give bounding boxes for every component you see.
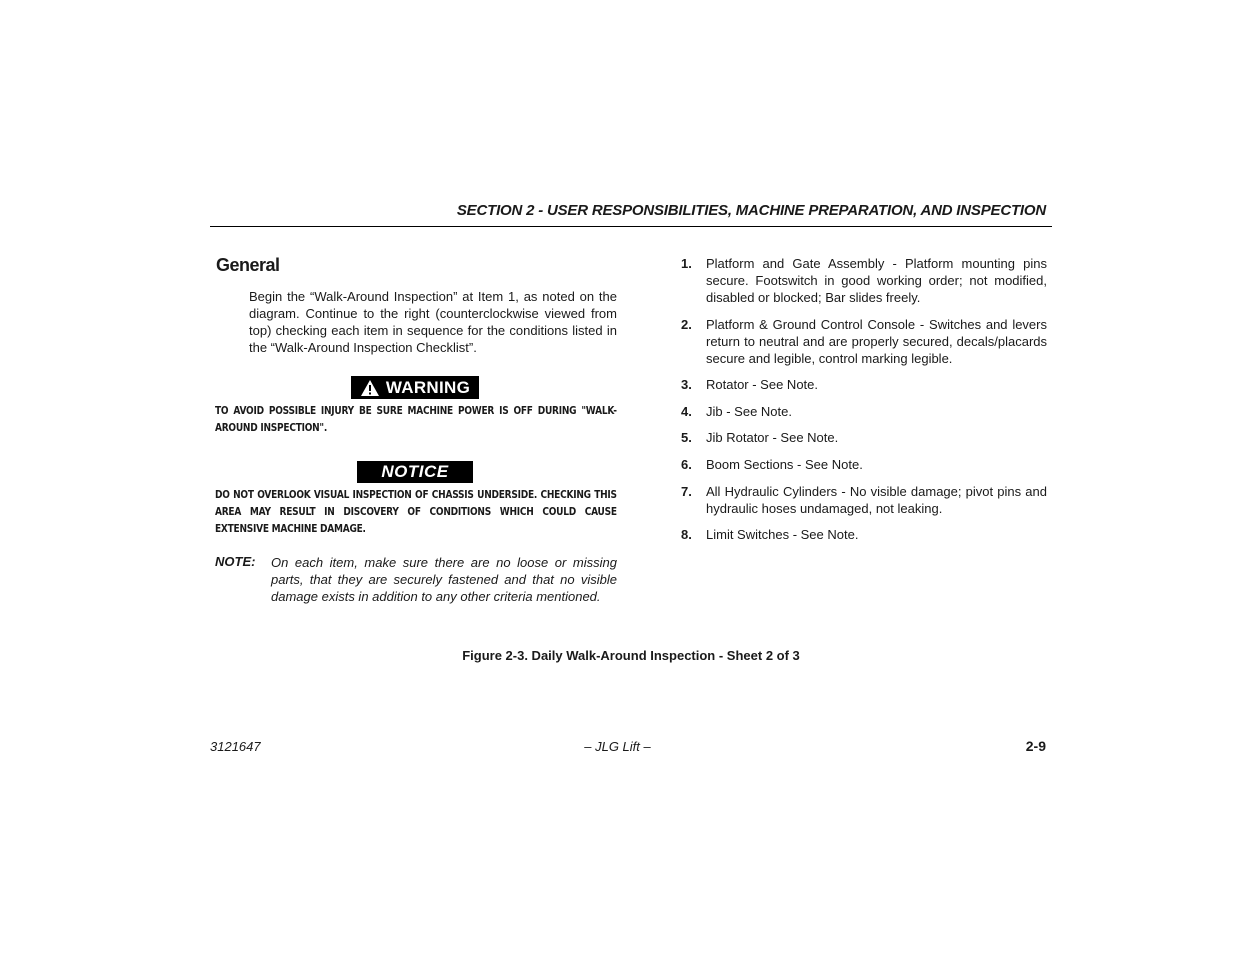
item-number: 3. [681,377,692,393]
item-number: 1. [681,256,692,271]
item-text: Platform & Ground Control Console - Switches and levers return to neutral and are properly secured, decals/placards secure and legible, control marking legible. [706,316,1047,366]
list-item [681,255,1047,306]
footer-doc-number: 3121647 [210,739,261,754]
header-divider [210,226,1052,227]
item-text: All Hydraulic Cylinders - No visible damage; pivot pins and hydraulic hoses undamaged, not leaking. [706,483,1047,516]
item-number: 8. [681,527,692,543]
inspection-checklist [681,255,1047,553]
intro-paragraph: Begin the “Walk-Around Inspection” at Item 1, as noted on the diagram. Continue to the right (counterclockwise viewed from top) checking each item in sequence for the conditions listed in the “Walk-Around Inspection Checklist”. [249,289,617,355]
item-number: 4. [681,403,692,419]
section-header: SECTION 2 - USER RESPONSIBILITIES, MACHINE PREPARATION, AND INSPECTION [456,202,1046,219]
item-text: Rotator - See Note. [706,377,818,393]
item-text: Boom Sections - See Note. [706,456,863,472]
item-text: Limit Switches - See Note. [706,527,859,543]
list-item [681,316,1047,367]
footer-center: – JLG Lift – [584,739,651,754]
warning-banner [351,376,479,399]
list-item [681,483,1047,517]
list-item [681,376,1047,393]
list-item [681,526,1047,543]
notice-banner [357,461,473,483]
item-number: 5. [681,430,692,446]
warning-triangle-icon [360,379,380,397]
item-number: 2. [681,316,692,332]
warning-text: TO AVOID POSSIBLE INJURY BE SURE MACHINE POWER IS OFF DURING "WALK-AROUND INSPECTION". [215,404,617,434]
figure-caption: Figure 2-3. Daily Walk-Around Inspection - Sheet 2 of 3 [462,648,800,663]
section-heading: General [216,255,280,275]
item-text: Platform and Gate Assembly - Platform mounting pins secure. Footswitch in good working order; not modified, disabled or blocked; Bar slides freely. [706,256,1047,305]
item-text: Jib - See Note. [706,403,792,419]
note-text: On each item, make sure there are no loose or missing parts, that they are securely fastened and that no visible damage exists in addition to any other criteria mentioned. [271,555,617,604]
list-item [681,456,1047,473]
list-item [681,403,1047,420]
item-number: 6. [681,456,692,472]
notice-text: DO NOT OVERLOOK VISUAL INSPECTION OF CHASSIS UNDERSIDE. CHECKING THIS AREA MAY RESULT IN DISCOVERY OF CONDITIONS WHICH COULD CAUSE EXTENSIVE MACHINE DAMAGE. [215,488,617,535]
item-text: Jib Rotator - See Note. [706,430,839,446]
notice-label: NOTICE [381,462,449,481]
page-number: 2-9 [1025,738,1046,754]
note-label: NOTE: [215,554,256,569]
item-number: 7. [681,483,692,499]
list-item [681,429,1047,446]
warning-label: WARNING [385,377,471,397]
